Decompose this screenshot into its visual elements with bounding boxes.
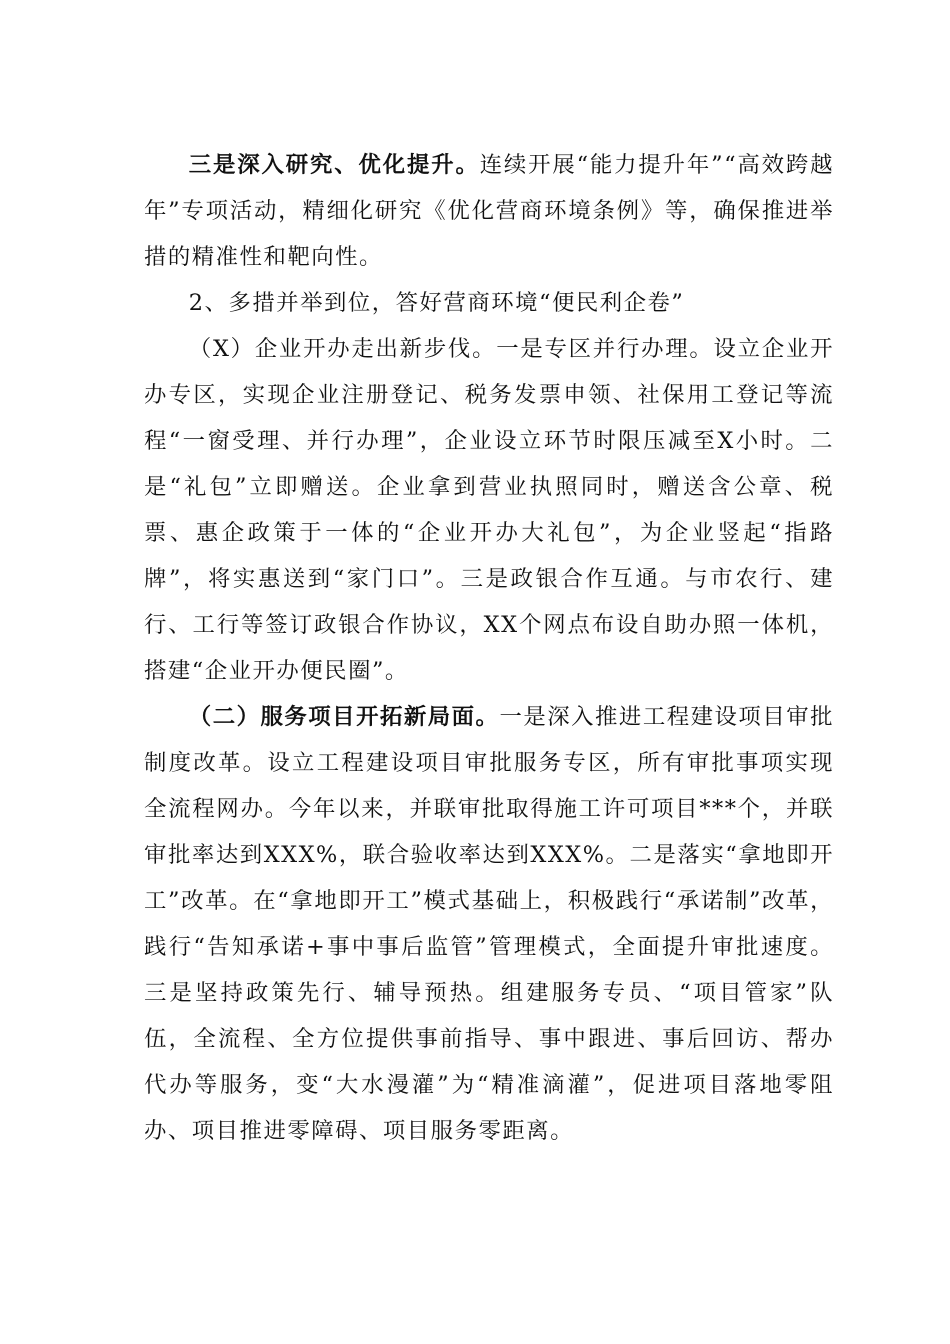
section-heading-measures <box>144 280 834 326</box>
paragraph-lead: （二）服务项目开拓新局面。 <box>188 704 500 730</box>
paragraph-service-projects <box>144 694 834 1154</box>
paragraph-body: 一是深入推进工程建设项目审批制度改革。设立工程建设项目审批服务专区，所有审批事项实现全流程网办。今年以来，并联审批取得施工许可项目***个，并联审批率达到XXX%，联合验收率达到XXX%。二是落实“拿地即开工”改革。在“拿地即开工”模式基础上，积极践行“承诺制”改革，践行“告知承诺+事中事后监管”管理模式，全面提升审批速度。三是坚持政策先行、辅导预热。组建服务专员、“项目管家”队伍，全流程、全方位提供事前指导、事中跟进、事后回访、帮办代办等服务，变“大水漫灌”为“精准滴灌”，促进项目落地零阻办、项目推进零障碍、项目服务零距离。 <box>144 704 834 1144</box>
heading-text: 2、多措并举到位，答好营商环境“便民利企卷” <box>188 290 685 316</box>
paragraph-research-optimize <box>144 142 834 280</box>
body-text <box>144 142 834 1154</box>
paragraph-lead: 三是深入研究、优化提升。 <box>188 152 480 178</box>
paragraph-enterprise-startup <box>144 326 834 694</box>
paragraph-body: 连续开展“能力提升年”“高效跨越年”专项活动，精细化研究《优化营商环境条例》等，确保推进举措的精准性和靶向性。 <box>144 152 835 270</box>
paragraph-body: （X）企业开办走出新步伐。一是专区并行办理。设立企业开办专区，实现企业注册登记、税务发票申领、社保用工登记等流程“一窗受理、并行办理”，企业设立环节时限压减至X小时。二是“礼包”立即赠送。企业拿到营业执照同时，赠送含公章、税票、惠企政策于一体的“企业开办大礼包”，为企业竖起“指路牌”，将实惠送到“家门口”。三是政银合作互通。与市农行、建行、工行等签订政银合作协议，XX个网点布设自助办照一体机，搭建“企业开办便民圈”。 <box>144 336 834 684</box>
